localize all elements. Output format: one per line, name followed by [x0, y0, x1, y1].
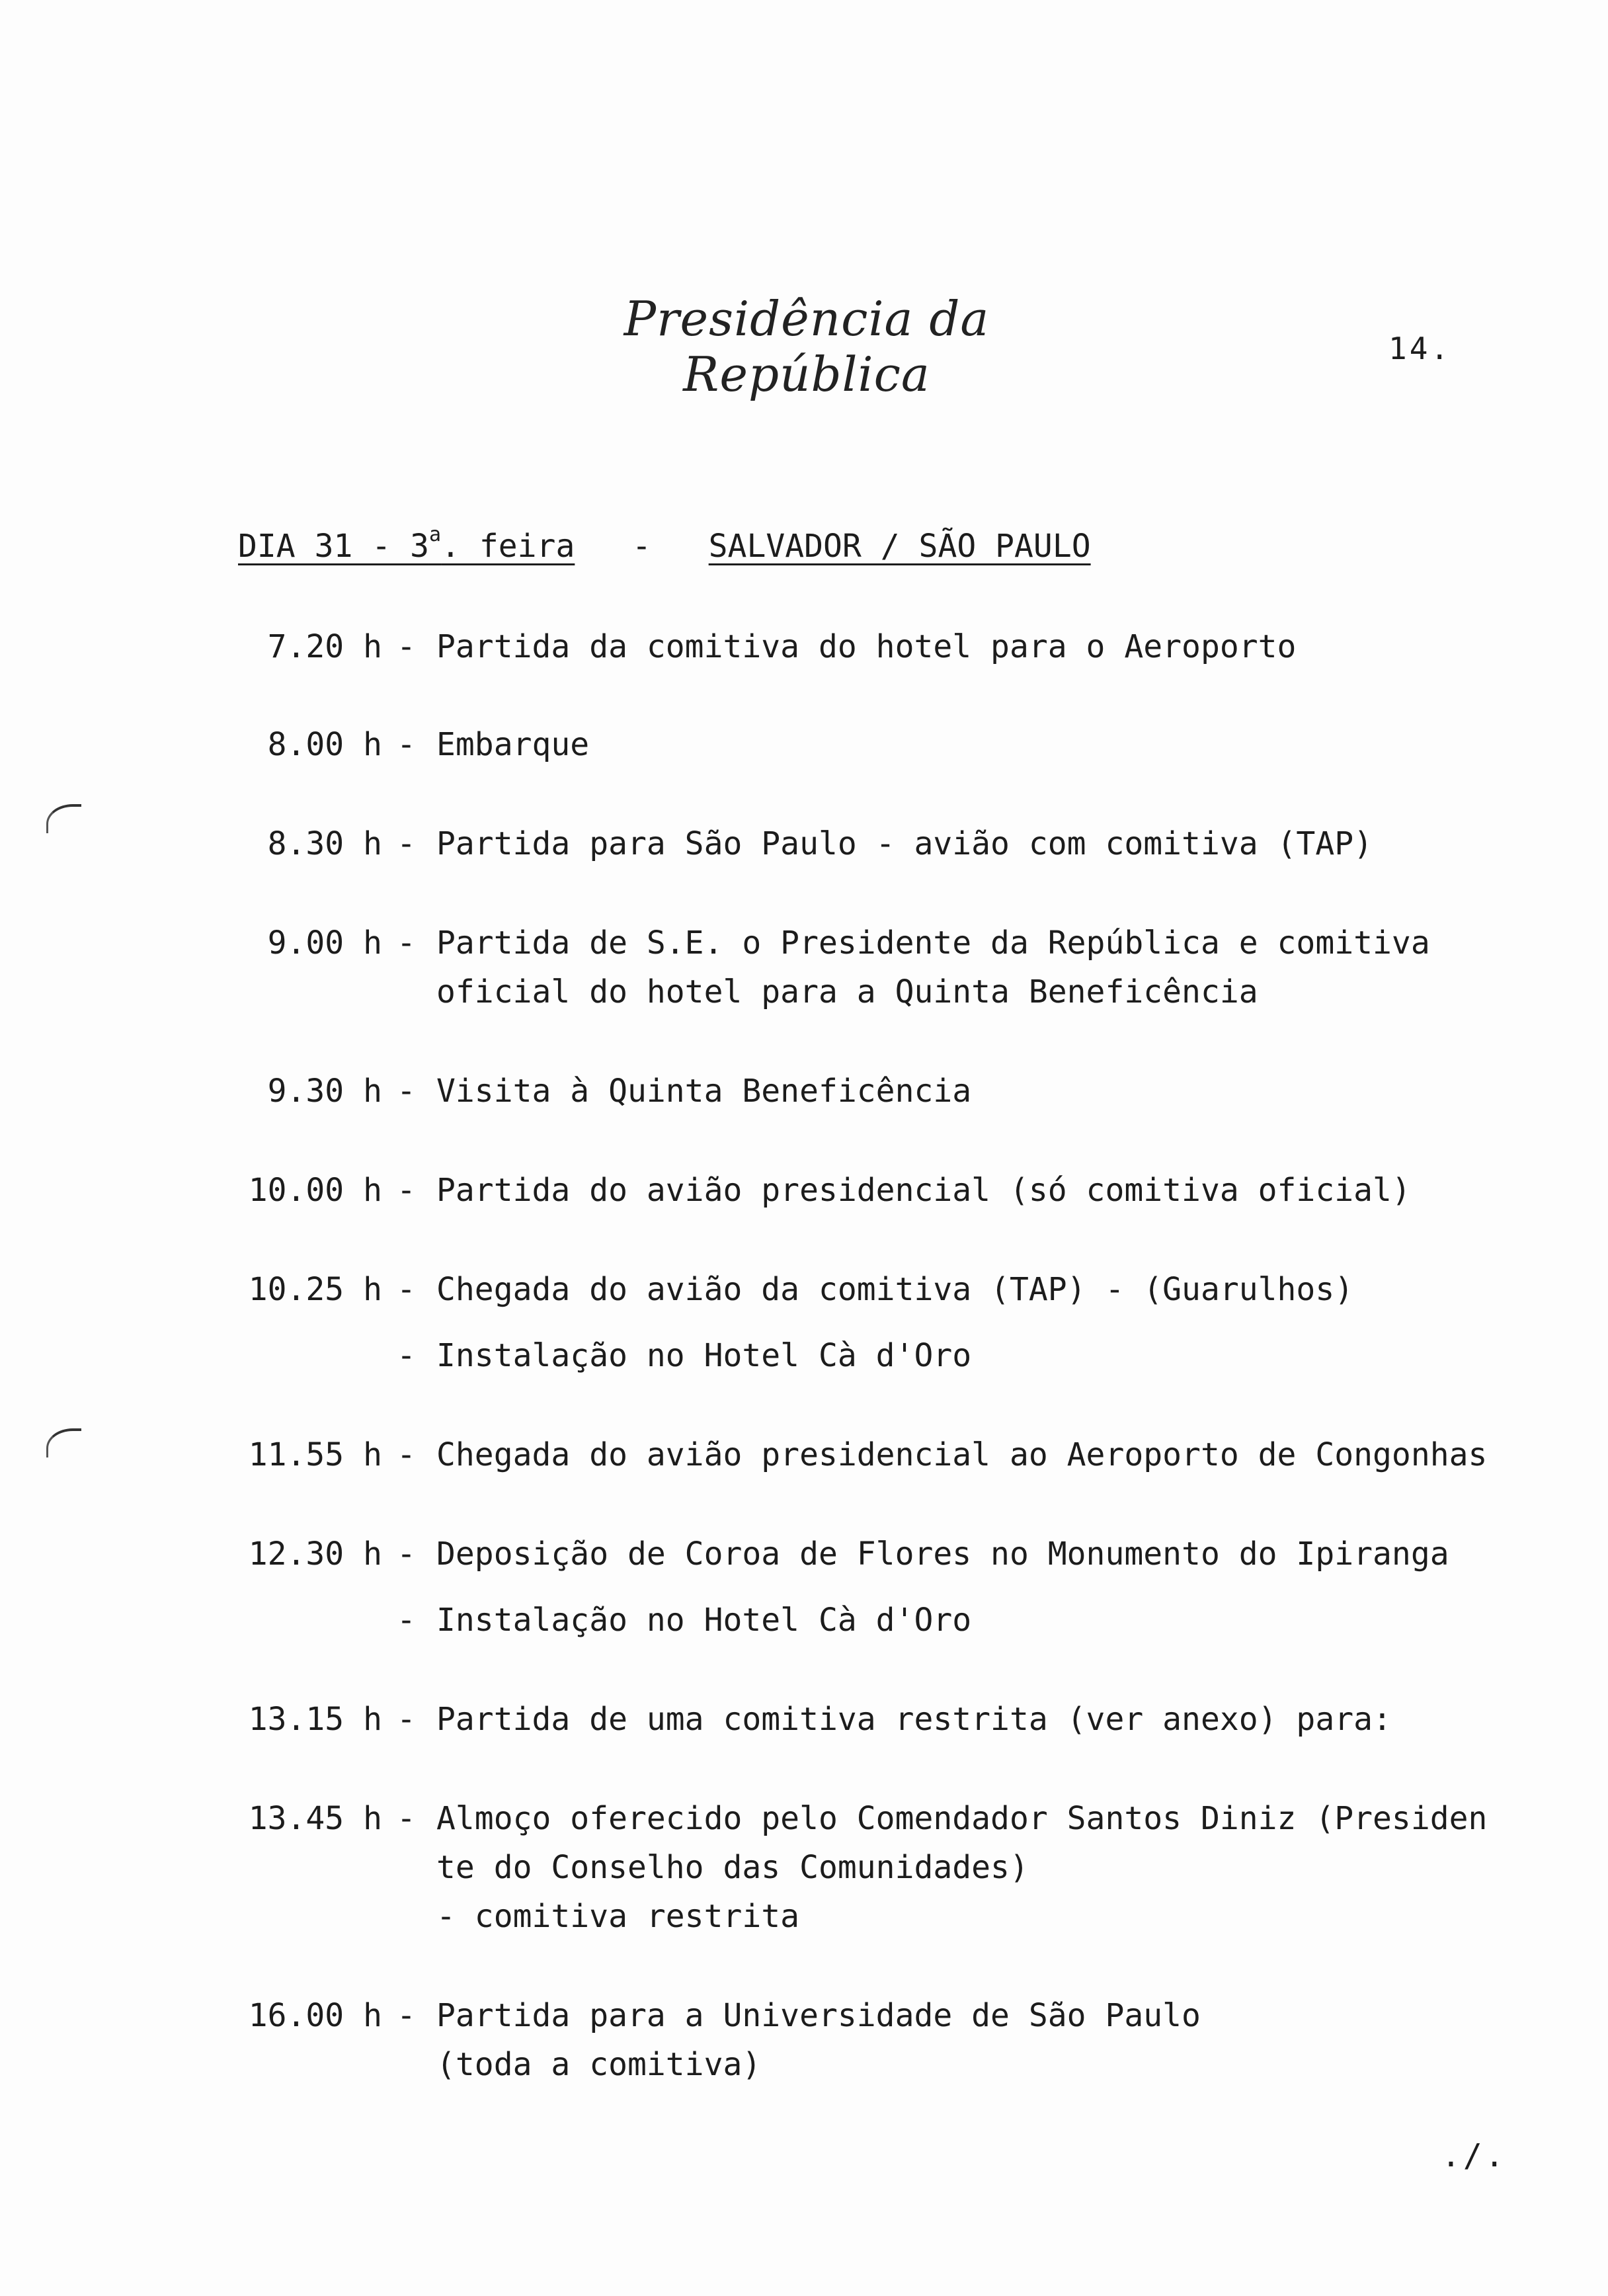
schedule-time: 9.30 h	[267, 1073, 382, 1110]
continuation-mark: ./.	[1441, 2137, 1507, 2174]
schedule-text: Almoço oferecido pelo Comendador Santos Diniz (Presiden	[436, 1800, 1488, 1837]
day-label	[238, 523, 575, 565]
schedule-text: Partida para São Paulo - avião com comitiva (TAP)	[436, 825, 1373, 862]
schedule-item	[0, 1800, 1608, 1840]
dash: -	[397, 1800, 416, 1837]
schedule-text-continued: - comitiva restrita	[436, 1898, 800, 1935]
schedule-text: Deposição de Coroa de Flores no Monumento do Ipiranga	[436, 1536, 1449, 1573]
schedule-time: 12.30 h	[248, 1536, 382, 1573]
dash: -	[397, 1536, 416, 1573]
schedule-text: Chegada do avião presidencial ao Aeroporto de Congonhas	[436, 1436, 1488, 1473]
dash: -	[397, 1997, 416, 2034]
dash: -	[397, 1271, 416, 1308]
letterhead: Presidência da República	[623, 291, 990, 402]
schedule-subitem: Instalação no Hotel Cà d'Oro	[436, 1602, 972, 1639]
schedule-item	[0, 825, 1608, 865]
schedule-text: Partida de S.E. o Presidente da República e comitiva	[436, 924, 1430, 962]
schedule-time: 13.45 h	[248, 1800, 382, 1837]
schedule-text: Partida da comitiva do hotel para o Aeroporto	[436, 628, 1297, 665]
dash: -	[397, 825, 416, 862]
route: SALVADOR / SÃO PAULO	[708, 528, 1091, 565]
dash: -	[397, 1701, 416, 1738]
day-number: DIA 31 - 3	[238, 528, 429, 565]
schedule-time: 8.30 h	[267, 825, 382, 862]
dash: -	[397, 1436, 416, 1473]
schedule-time: 16.00 h	[248, 1997, 382, 2034]
schedule-item	[0, 1701, 1608, 1741]
dash: -	[397, 1172, 416, 1209]
schedule-time: 10.25 h	[248, 1271, 382, 1308]
schedule-text: Embarque	[436, 726, 590, 763]
binder-hole-mark	[46, 804, 81, 833]
ordinal-mark: a	[428, 523, 442, 546]
schedule-time: 9.00 h	[267, 924, 382, 962]
schedule-time: 13.15 h	[248, 1701, 382, 1738]
dash: -	[397, 924, 416, 962]
schedule-text: Partida de uma comitiva restrita (ver anexo) para:	[436, 1701, 1392, 1738]
dash: -	[397, 1073, 416, 1110]
schedule-text: Partida para a Universidade de São Paulo	[436, 1997, 1201, 2034]
schedule-time: 10.00 h	[248, 1172, 382, 1209]
schedule-text: Partida do avião presidencial (só comitiva oficial)	[436, 1172, 1411, 1209]
dash: -	[397, 1337, 416, 1374]
page-number: 14.	[1388, 331, 1452, 366]
schedule-time: 11.55 h	[248, 1436, 382, 1473]
schedule-text: Chegada do avião da comitiva (TAP) - (Guarulhos)	[436, 1271, 1354, 1308]
schedule-item	[0, 1436, 1608, 1476]
header-separator: -	[632, 528, 651, 565]
weekday: . feira	[441, 528, 575, 565]
schedule-item	[0, 924, 1608, 964]
schedule-item	[0, 1073, 1608, 1112]
schedule-item	[0, 726, 1608, 766]
schedule-item	[0, 1172, 1608, 1211]
schedule-time: 7.20 h	[267, 628, 382, 665]
dash: -	[397, 1602, 416, 1639]
binder-hole-mark	[46, 1428, 81, 1457]
day-header	[238, 523, 1091, 565]
schedule-text-continued: oficial do hotel para a Quinta Beneficência	[436, 973, 1258, 1010]
schedule-item	[0, 1271, 1608, 1311]
schedule-item	[0, 1997, 1608, 2037]
dash: -	[397, 726, 416, 763]
schedule-text-continued: (toda a comitiva)	[436, 2046, 762, 2083]
schedule-text-continued: te do Conselho das Comunidades)	[436, 1849, 1029, 1886]
schedule-text: Visita à Quinta Beneficência	[436, 1073, 972, 1110]
schedule-time: 8.00 h	[267, 726, 382, 763]
schedule-item	[0, 628, 1608, 668]
schedule-item	[0, 1536, 1608, 1575]
schedule-subitem: Instalação no Hotel Cà d'Oro	[436, 1337, 972, 1374]
dash: -	[397, 628, 416, 665]
